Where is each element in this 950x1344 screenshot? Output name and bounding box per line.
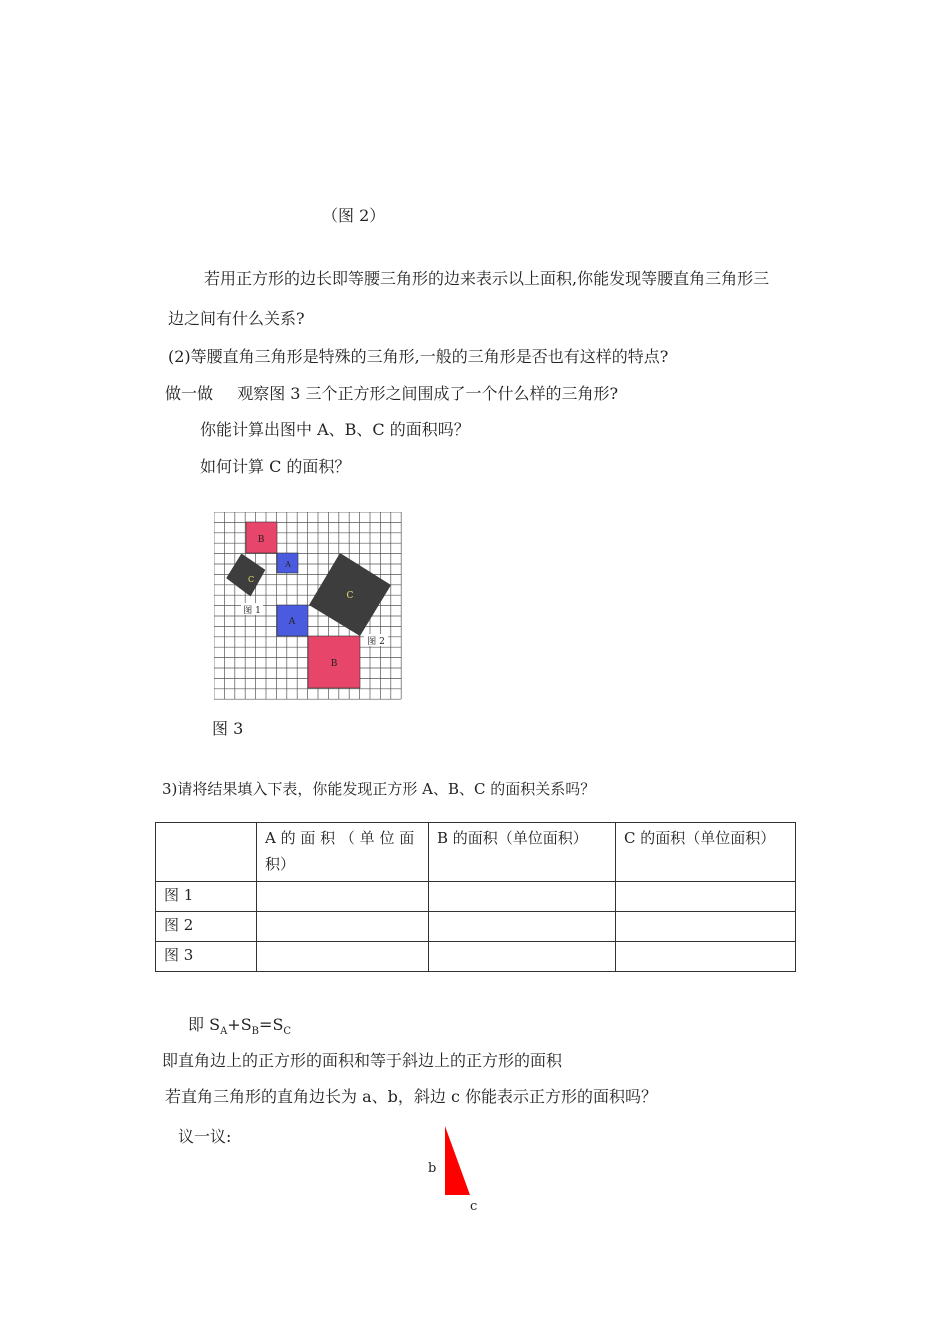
- table-header-cell: C 的面积（单位面积）: [616, 823, 796, 882]
- question-calc-c: 如何计算 C 的面积？: [200, 457, 351, 476]
- table-cell[interactable]: [257, 882, 429, 912]
- figure-3-caption: 图 3: [212, 719, 244, 738]
- table-header-cell: [156, 823, 257, 882]
- label-b-fig1: B: [257, 535, 265, 545]
- discuss-label: 议一议:: [178, 1127, 232, 1146]
- right-triangle: [445, 1126, 470, 1195]
- table-cell: 图 1: [156, 882, 257, 912]
- table-cell[interactable]: [429, 912, 616, 942]
- table-cell[interactable]: [616, 912, 796, 942]
- question-3: 3)请将结果填入下表，你能发现正方形 A、B、C 的面积关系吗？: [162, 780, 596, 798]
- table-header-cell: B 的面积（单位面积）: [429, 823, 616, 882]
- activity-label: 做一做: [165, 384, 214, 403]
- question-2: (2)等腰直角三角形是特殊的三角形,一般的三角形是否也有这样的特点?: [168, 347, 669, 366]
- conclusion: 即直角边上的正方形的面积和等于斜边上的正方形的面积: [162, 1051, 563, 1070]
- table-header-cell: A 的 面 积 （ 单 位 面 积）: [257, 823, 429, 882]
- label-a-fig1: A: [285, 560, 291, 569]
- question-express: 若直角三角形的直角边长为 a、b，斜边 c 你能表示正方形的面积吗？: [165, 1087, 658, 1106]
- table-cell[interactable]: [429, 942, 616, 972]
- label-b-fig2: B: [330, 659, 338, 669]
- table-cell[interactable]: [257, 942, 429, 972]
- table-cell[interactable]: [616, 882, 796, 912]
- formula: 即 $S_A+S_B=S_C$: [188, 1015, 292, 1038]
- table-cell: 图 3: [156, 942, 257, 972]
- table-row: [156, 942, 796, 972]
- sub-caption-1: 图 1: [243, 606, 261, 616]
- triangle-label-b: b: [428, 1161, 437, 1176]
- question-calc-abc: 你能计算出图中 A、B、C 的面积吗？: [200, 420, 470, 439]
- label-c-fig1: C: [247, 575, 255, 584]
- square-c-fig1: [222, 549, 270, 600]
- table-row: [156, 912, 796, 942]
- table-cell[interactable]: [429, 882, 616, 912]
- activity-row: [165, 381, 618, 404]
- paragraph-line-2: 边之间有什么关系?: [168, 309, 305, 328]
- results-table: [155, 822, 796, 972]
- triangle-label-c: c: [470, 1199, 478, 1212]
- table-row: [156, 882, 796, 912]
- table-cell: 图 2: [156, 912, 257, 942]
- table-header-row: [156, 823, 796, 882]
- table-cell[interactable]: [257, 912, 429, 942]
- figure-2-caption: （图 2）: [322, 206, 386, 225]
- label-a-fig2: A: [288, 617, 296, 627]
- table-cell[interactable]: [616, 942, 796, 972]
- label-c-fig2: C: [346, 591, 354, 601]
- paragraph-line-1: 若用正方形的边长即等腰三角形的边来表示以上面积,你能发现等腰直角三角形三: [204, 269, 770, 288]
- sub-caption-2: 图 2: [367, 637, 385, 647]
- squares-grid-figure: [214, 512, 402, 700]
- activity-text: 观察图 3 三个正方形之间围成了一个什么样的三角形?: [237, 384, 619, 403]
- right-triangle-figure: [420, 1122, 500, 1212]
